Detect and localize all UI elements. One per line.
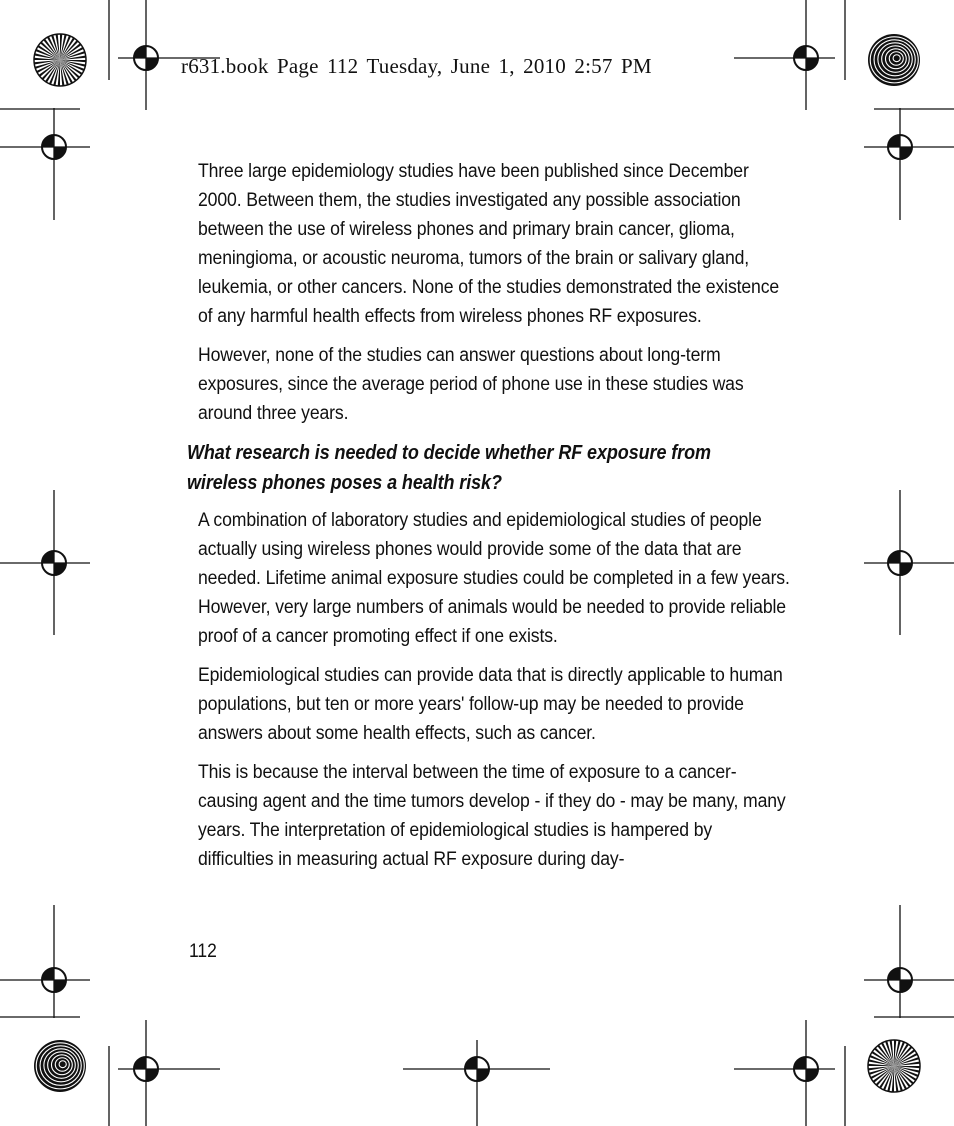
- starburst-ray: [868, 1064, 894, 1066]
- starburst-ray: [894, 1066, 920, 1068]
- paragraph-research-combination: A combination of laboratory studies and epidemiological studies of people actually using wireless phones would provide some of the data that are needed. Lifetime animal exposure studies could be completed in a few years. However, very large numbers of animals would be needed to provide reliable proof of a cancer promoting effect if one exists.: [198, 509, 790, 647]
- starburst-ray: [60, 34, 62, 60]
- paragraph-epidemiology-studies: Three large epidemiology studies have been published since December 2000. Between them, the studies investigated any possible association between the use of wireless phones and primary brain cancer, glioma, meningioma, or acoustic neuroma, tumors of the brain or salivary gland, leukemia, or other cancers. None of the studies demonstrated the existence of any harmful health effects from wireless phones RF exposures.: [198, 160, 780, 327]
- paragraph-interval-tumors: This is because the interval between the time of exposure to a cancer-causing agent and the time tumors develop - if they do - may be many, many years. The interpretation of epidemiological studies is hampered by difficulties in measuring actual RF exposure during day-: [198, 761, 786, 870]
- starburst-ray: [60, 60, 86, 62]
- paragraph-human-populations: Epidemiological studies can provide data that is directly applicable to human populations, but ten or more years' follow-up may be needed to provide answers about some health effects, such as cancer.: [198, 664, 783, 744]
- paragraph-long-term-exposure: However, none of the studies can answer questions about long-term exposures, since the average period of phone use in these studies was around three years.: [198, 344, 744, 424]
- starburst-ray: [894, 1040, 896, 1066]
- starburst-ray: [892, 1066, 894, 1092]
- section-heading: What research is needed to decide whether RF exposure from wireless phones poses a health risk?: [187, 442, 711, 494]
- starburst-ray: [34, 58, 60, 60]
- print-header: r631.book Page 112 Tuesday, June 1, 2010 2:57 PM: [181, 54, 652, 78]
- page-content: [187, 157, 790, 884]
- page-number: 112: [189, 941, 217, 962]
- starburst-ray: [58, 60, 60, 86]
